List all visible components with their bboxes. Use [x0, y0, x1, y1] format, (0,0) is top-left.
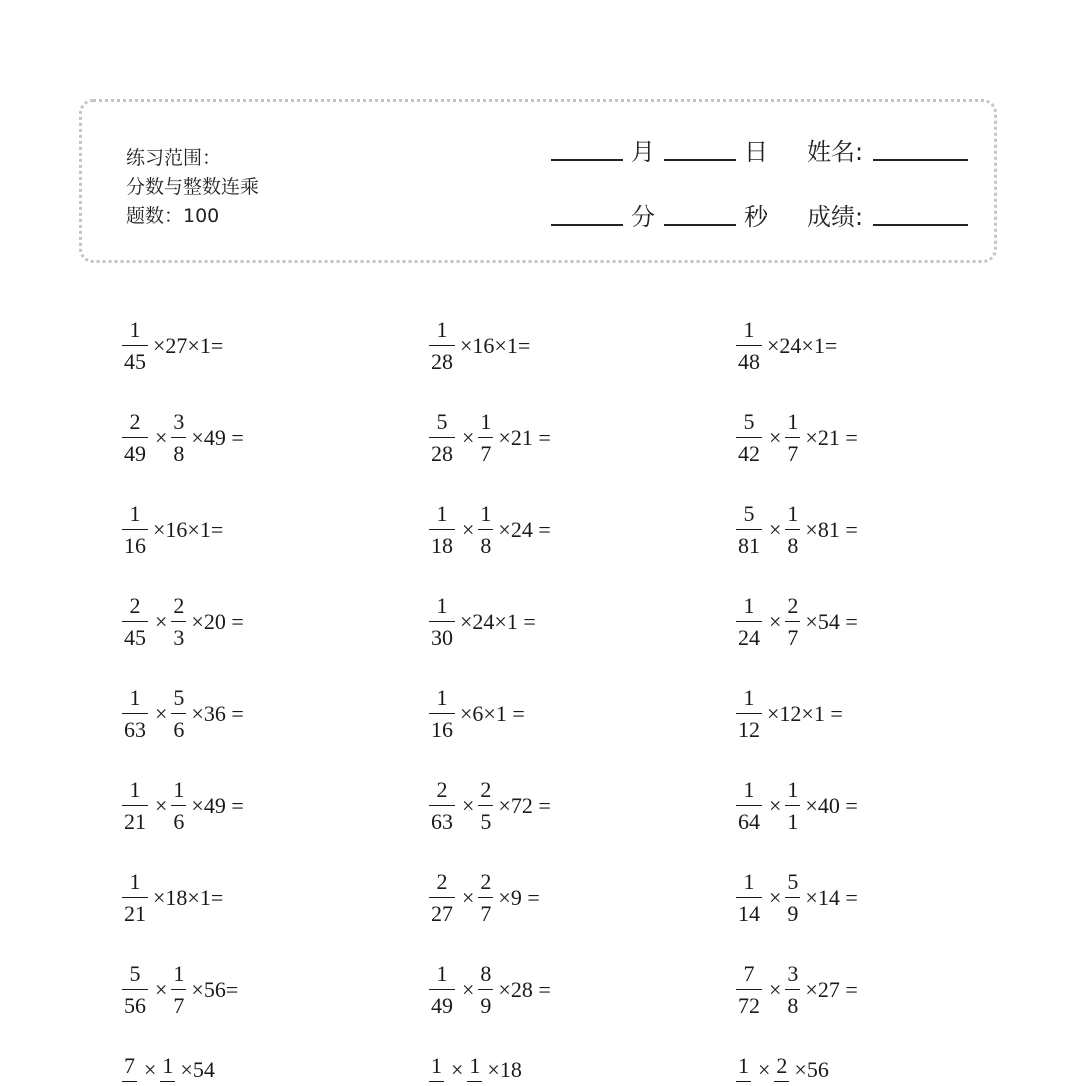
problem-item	[429, 962, 551, 1018]
fraction-numerator: 2	[173, 593, 185, 618]
fraction-bar	[429, 345, 455, 346]
fraction-numerator: 2	[129, 593, 141, 618]
problem-item	[429, 410, 551, 466]
fraction-denominator: 21	[124, 901, 146, 926]
fraction-denominator: 27	[431, 901, 453, 926]
fraction	[122, 778, 148, 834]
problem-item	[736, 962, 858, 1018]
fraction-numerator: 1	[436, 501, 448, 526]
fraction-numerator: 5	[436, 409, 448, 434]
fraction-bar	[122, 1081, 137, 1082]
fraction-bar	[736, 989, 762, 990]
fraction-denominator: 45	[124, 625, 146, 650]
fraction-bar	[736, 437, 762, 438]
fraction-bar	[171, 437, 186, 438]
fraction	[785, 962, 800, 1018]
problem-remainder: ×72 =	[498, 793, 551, 818]
problem-remainder: ×40 =	[805, 793, 858, 818]
fraction	[429, 410, 455, 466]
multiply-sign: ×	[462, 793, 475, 818]
score-label: 成绩:	[807, 203, 864, 231]
multiply-sign: ×	[155, 425, 168, 450]
fraction-denominator: 3	[173, 625, 185, 650]
multiply-sign: ×	[451, 1057, 464, 1082]
fraction-denominator: 28	[431, 441, 453, 466]
fraction-bar	[429, 713, 455, 714]
fraction-bar	[122, 989, 148, 990]
fraction	[478, 962, 493, 1018]
fraction-bar	[785, 805, 800, 806]
fraction-denominator: 6	[173, 809, 185, 834]
fraction	[478, 410, 493, 466]
fraction-bar	[736, 805, 762, 806]
month-label: 月	[631, 138, 655, 166]
problem-item	[122, 594, 244, 650]
problem-remainder: ×24 =	[498, 517, 551, 542]
fraction-denominator: 45	[124, 349, 146, 374]
fraction-denominator: 14	[738, 901, 760, 926]
fraction	[429, 686, 455, 742]
fraction-numerator: 1	[129, 685, 141, 710]
multiply-sign: ×	[462, 977, 475, 1002]
fraction-numerator: 2	[480, 777, 492, 802]
fraction	[736, 962, 762, 1018]
problem-item	[122, 410, 244, 466]
fraction-denominator: 24	[738, 625, 760, 650]
fraction-numerator: 1	[738, 1053, 749, 1078]
problem-item	[122, 962, 238, 1018]
problem-remainder: ×49 =	[191, 793, 244, 818]
problem-item	[429, 870, 540, 926]
fraction	[122, 686, 148, 742]
fraction-bar	[478, 989, 493, 990]
fraction-bar	[774, 1081, 789, 1082]
fraction-bar	[429, 1081, 444, 1082]
fraction-bar	[736, 713, 762, 714]
fraction-bar	[429, 621, 455, 622]
fraction	[171, 686, 186, 742]
fraction-denominator: 8	[787, 533, 799, 558]
fraction-denominator: 72	[738, 993, 760, 1018]
fraction-bar	[171, 713, 186, 714]
problem-remainder: ×20 =	[191, 609, 244, 634]
fraction-bar	[478, 897, 493, 898]
fraction-bar	[736, 529, 762, 530]
problem-remainder: ×12×1 =	[767, 701, 843, 726]
problem-item	[429, 502, 551, 558]
fraction-denominator: 28	[431, 349, 453, 374]
problem-item	[122, 502, 223, 558]
fraction	[429, 870, 455, 926]
fraction-denominator: 30	[431, 625, 453, 650]
fraction-denominator: 21	[124, 809, 146, 834]
fraction	[736, 502, 762, 558]
problem-item	[736, 778, 858, 834]
fraction-bar	[785, 529, 800, 530]
day-label: 日	[744, 138, 768, 166]
fraction	[736, 318, 762, 374]
fraction-numerator: 8	[480, 961, 492, 986]
fraction-denominator: 56	[124, 993, 146, 1018]
fraction-numerator: 2	[480, 869, 492, 894]
fraction-numerator: 1	[787, 501, 799, 526]
problem-remainder: ×21 =	[498, 425, 551, 450]
fraction	[429, 1054, 444, 1086]
fraction-numerator: 1	[743, 317, 755, 342]
fraction-denominator: 5	[480, 809, 492, 834]
fraction	[785, 778, 800, 834]
fraction	[736, 686, 762, 742]
fraction-bar	[736, 1081, 751, 1082]
fraction-bar	[122, 529, 148, 530]
fraction-denominator: 49	[124, 441, 146, 466]
fraction-bar	[429, 989, 455, 990]
fraction	[785, 410, 800, 466]
fraction-bar	[122, 897, 148, 898]
fraction-bar	[467, 1081, 482, 1082]
fraction-denominator: 81	[738, 533, 760, 558]
fraction-bar	[171, 805, 186, 806]
fraction-denominator: 8	[480, 533, 492, 558]
fraction	[122, 1054, 137, 1086]
fraction-numerator: 2	[436, 777, 448, 802]
fraction	[122, 318, 148, 374]
fraction-bar	[736, 897, 762, 898]
fraction-numerator: 1	[743, 685, 755, 710]
problem-item	[736, 870, 858, 926]
fraction-numerator: 2	[436, 869, 448, 894]
fraction	[429, 318, 455, 374]
problem-remainder: ×49 =	[191, 425, 244, 450]
problem-item	[429, 778, 551, 834]
fraction-numerator: 1	[436, 961, 448, 986]
fraction-numerator: 5	[787, 869, 799, 894]
problem-remainder: ×56=	[191, 977, 239, 1002]
problem-item	[122, 686, 244, 742]
problem-remainder: ×21 =	[805, 425, 858, 450]
info-count: 题数：100	[126, 205, 220, 227]
fraction-denominator: 16	[431, 717, 453, 742]
fraction-numerator: 1	[436, 685, 448, 710]
fraction-numerator: 7	[743, 961, 755, 986]
fraction-denominator: 16	[124, 533, 146, 558]
fraction-bar	[429, 805, 455, 806]
fraction-denominator: 7	[173, 993, 185, 1018]
problem-item	[736, 502, 858, 558]
fraction-bar	[785, 437, 800, 438]
fraction-bar	[122, 345, 148, 346]
fraction-numerator: 1	[129, 317, 141, 342]
fraction-denominator: 8	[787, 993, 799, 1018]
problem-remainder: ×16×1=	[153, 517, 224, 542]
fraction-denominator: 64	[738, 809, 760, 834]
multiply-sign: ×	[769, 977, 782, 1002]
fraction-denominator: 12	[738, 717, 760, 742]
fraction-numerator: 1	[129, 869, 141, 894]
multiply-sign: ×	[462, 517, 475, 542]
fraction-numerator: 1	[431, 1053, 442, 1078]
problem-remainder: ×81 =	[805, 517, 858, 542]
fraction	[171, 962, 186, 1018]
fraction-numerator: 2	[129, 409, 141, 434]
fraction-numerator: 1	[743, 593, 755, 618]
fraction	[171, 594, 186, 650]
fraction-numerator: 2	[787, 593, 799, 618]
multiply-sign: ×	[769, 517, 782, 542]
problem-remainder: ×28 =	[498, 977, 551, 1002]
fraction-denominator: 63	[431, 809, 453, 834]
fraction-bar	[122, 805, 148, 806]
fraction-numerator: 1	[743, 777, 755, 802]
fraction	[122, 870, 148, 926]
fraction	[785, 870, 800, 926]
fraction-denominator: 49	[431, 993, 453, 1018]
fraction-denominator: 9	[480, 993, 492, 1018]
fraction-bar	[171, 621, 186, 622]
multiply-sign: ×	[144, 1057, 157, 1082]
multiply-sign: ×	[155, 609, 168, 634]
fraction-denominator: 7	[787, 441, 799, 466]
fraction-bar	[736, 621, 762, 622]
fraction	[774, 1054, 789, 1086]
multiply-sign: ×	[769, 793, 782, 818]
fraction-bar	[478, 437, 493, 438]
fraction-bar	[478, 805, 493, 806]
fraction-bar	[160, 1081, 175, 1082]
fraction-numerator: 5	[743, 501, 755, 526]
problem-item	[736, 686, 843, 742]
fraction-denominator: 1	[787, 809, 799, 834]
problem-remainder: ×9 =	[498, 885, 540, 910]
fraction	[736, 870, 762, 926]
fraction-denominator: 7	[787, 625, 799, 650]
info-range-label: 练习范围：	[126, 147, 222, 169]
problem-item	[736, 594, 858, 650]
fraction	[429, 962, 455, 1018]
fraction-numerator: 2	[776, 1053, 788, 1078]
problem-item	[429, 594, 536, 650]
problem-item	[736, 1054, 829, 1086]
multiply-sign: ×	[769, 885, 782, 910]
fraction	[736, 594, 762, 650]
fraction-numerator: 1	[480, 501, 492, 526]
second-label: 秒	[744, 203, 768, 231]
problem-remainder: ×18	[487, 1057, 522, 1082]
multiply-sign: ×	[155, 793, 168, 818]
problem-item	[429, 1054, 522, 1086]
problem-remainder: ×24×1=	[767, 333, 838, 358]
fraction-bar	[171, 989, 186, 990]
fraction-bar	[478, 529, 493, 530]
fraction-numerator: 1	[787, 777, 799, 802]
fraction-bar	[429, 529, 455, 530]
fraction	[122, 962, 148, 1018]
fraction-numerator: 1	[129, 777, 141, 802]
fraction-numerator: 1	[436, 317, 448, 342]
problem-item	[736, 318, 837, 374]
fraction-numerator: 1	[173, 961, 185, 986]
problem-item	[122, 870, 223, 926]
fraction-numerator: 1	[436, 593, 448, 618]
fraction-numerator: 1	[480, 409, 492, 434]
problem-remainder: ×27×1=	[153, 333, 224, 358]
fraction-numerator: 1	[162, 1053, 174, 1078]
fraction-numerator: 1	[173, 777, 185, 802]
fraction-denominator: 9	[787, 901, 799, 926]
fraction-bar	[785, 621, 800, 622]
fraction	[785, 594, 800, 650]
multiply-sign: ×	[769, 425, 782, 450]
fraction-numerator: 1	[743, 869, 755, 894]
problem-remainder: ×27 =	[805, 977, 858, 1002]
fraction	[171, 778, 186, 834]
fraction-bar	[736, 345, 762, 346]
problem-remainder: ×54 =	[805, 609, 858, 634]
fraction-bar	[122, 437, 148, 438]
fraction-denominator: 6	[173, 717, 185, 742]
fraction	[429, 502, 455, 558]
fraction	[478, 870, 493, 926]
fraction	[736, 778, 762, 834]
fraction-numerator: 1	[787, 409, 799, 434]
multiply-sign: ×	[155, 701, 168, 726]
problem-remainder: ×54	[180, 1057, 215, 1082]
fraction	[467, 1054, 482, 1086]
problem-item	[429, 318, 530, 374]
fraction	[171, 410, 186, 466]
fraction-numerator: 5	[129, 961, 141, 986]
fraction	[429, 778, 455, 834]
fraction-numerator: 5	[173, 685, 185, 710]
multiply-sign: ×	[769, 609, 782, 634]
problem-remainder: ×56	[794, 1057, 829, 1082]
problem-item	[122, 318, 223, 374]
name-label: 姓名:	[807, 138, 864, 166]
fraction-denominator: 7	[480, 901, 492, 926]
fraction-bar	[429, 437, 455, 438]
fraction	[160, 1054, 175, 1086]
multiply-sign: ×	[462, 425, 475, 450]
minute-label: 分	[631, 203, 655, 231]
fraction-bar	[785, 897, 800, 898]
fraction-bar	[429, 897, 455, 898]
fraction-numerator: 3	[787, 961, 799, 986]
fraction-bar	[122, 713, 148, 714]
fraction-bar	[122, 621, 148, 622]
fraction	[122, 502, 148, 558]
fraction-numerator: 7	[124, 1053, 135, 1078]
fraction-numerator: 1	[129, 501, 141, 526]
fraction-denominator: 63	[124, 717, 146, 742]
problem-remainder: ×6×1 =	[460, 701, 525, 726]
multiply-sign: ×	[155, 977, 168, 1002]
problem-remainder: ×16×1=	[460, 333, 531, 358]
fraction-numerator: 3	[173, 409, 185, 434]
problem-remainder: ×36 =	[191, 701, 244, 726]
fraction	[736, 1054, 751, 1086]
fraction	[122, 410, 148, 466]
fraction-numerator: 1	[469, 1053, 481, 1078]
fraction-denominator: 18	[431, 533, 453, 558]
fraction	[478, 502, 493, 558]
problem-item	[429, 686, 525, 742]
fraction-denominator: 48	[738, 349, 760, 374]
problem-item	[122, 1054, 215, 1086]
info-topic: 分数与整数连乘	[126, 176, 260, 198]
problem-remainder: ×14 =	[805, 885, 858, 910]
fraction	[122, 594, 148, 650]
fraction-bar	[785, 989, 800, 990]
fraction	[736, 410, 762, 466]
multiply-sign: ×	[758, 1057, 771, 1082]
problem-remainder: ×18×1=	[153, 885, 224, 910]
problem-item	[736, 410, 858, 466]
multiply-sign: ×	[462, 885, 475, 910]
fraction	[429, 594, 455, 650]
fraction	[478, 778, 493, 834]
problem-remainder: ×24×1 =	[460, 609, 536, 634]
problem-item	[122, 778, 244, 834]
fraction-denominator: 7	[480, 441, 492, 466]
fraction	[785, 502, 800, 558]
fraction-denominator: 8	[173, 441, 185, 466]
fraction-numerator: 5	[743, 409, 755, 434]
fraction-denominator: 42	[738, 441, 760, 466]
